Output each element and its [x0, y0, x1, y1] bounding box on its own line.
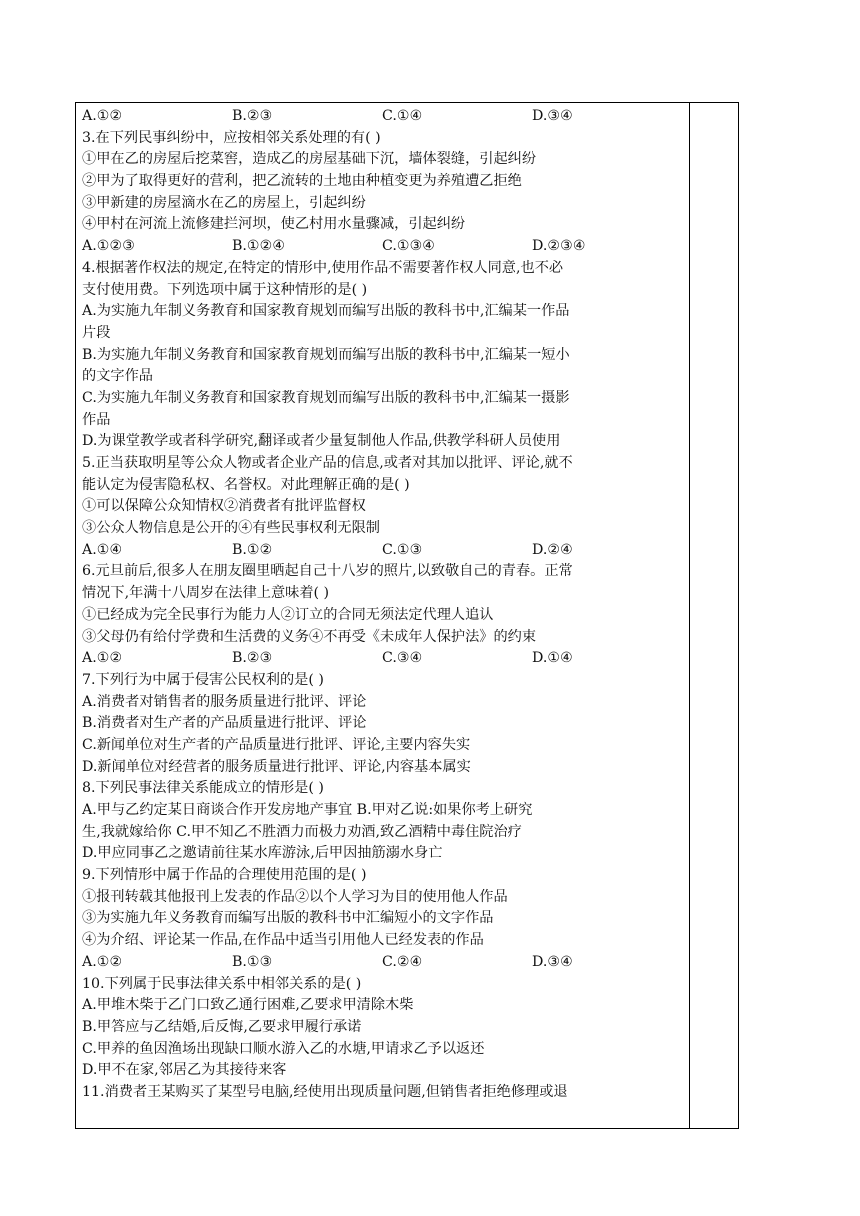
- text-line: 5.正当获取明星等公众人物或者企业产品的信息,或者对其加以批评、评论,就不: [82, 455, 573, 471]
- text-line: ③甲新建的房屋滴水在乙的房屋上，引起纠纷: [82, 194, 366, 211]
- text-line: D.新闻单位对经营者的服务质量进行批评、评论,内容基本属实: [82, 758, 471, 775]
- notes-column: [690, 103, 738, 1128]
- answer-option: C.②④: [382, 953, 423, 970]
- text-line: 11.消费者王某购买了某型号电脑,经使用出现质量问题,但销售者拒绝修理或退: [82, 1083, 568, 1100]
- text-line: 3.在下列民事纠纷中，应按相邻关系处理的有( ): [82, 129, 381, 146]
- text-line: 7.下列行为中属于侵害公民权利的是( ): [82, 671, 324, 688]
- text-line: C.甲养的鱼因渔场出现缺口顺水游入乙的水塘,甲请求乙予以返还: [82, 1040, 485, 1057]
- answer-option: B.①②: [232, 541, 273, 558]
- answer-option: C.①④: [382, 108, 423, 124]
- text-line: D.为课堂教学或者科学研究,翻译或者少量复制他人作品,供教学科研人员使用: [82, 433, 561, 450]
- answer-option: B.②③: [232, 108, 273, 124]
- answer-option: C.①③: [382, 541, 423, 558]
- text-line: ③为实施九年义务教育而编写出版的教科书中汇编短小的文字作品: [82, 910, 494, 927]
- answer-option: B.②③: [232, 650, 273, 667]
- text-line: ④甲村在河流上流修建拦河坝，使乙村用水量骤减，引起纠纷: [82, 216, 466, 233]
- text-line: 支付使用费。下列选项中属于这种情形的是( ): [82, 281, 368, 298]
- answer-option: B.①②④: [232, 238, 286, 255]
- answer-option: C.③④: [382, 650, 423, 667]
- answer-options: [82, 648, 686, 670]
- text-line: A.为实施九年制义务教育和国家教育规划而编写出版的教科书中,汇编某一作品: [82, 303, 570, 320]
- answer-option: C.①③④: [382, 238, 436, 255]
- text-line: 片段: [82, 324, 111, 341]
- text-line: B.消费者对生产者的产品质量进行批评、评论: [82, 715, 367, 732]
- text-line: 生,我就嫁给你 C.甲不知乙不胜酒力而极力劝酒,致乙酒精中毒住院治疗: [82, 823, 522, 840]
- text-line: ②甲为了取得更好的营利，把乙流转的土地由种植变更为养殖遭乙拒绝: [82, 173, 522, 190]
- text-line: 情况下,年满十八周岁在法律上意味着( ): [82, 585, 330, 602]
- answer-options: [82, 540, 686, 562]
- text-line: C.为实施九年制义务教育和国家教育规划而编写出版的教科书中,汇编某一摄影: [82, 389, 570, 406]
- answer-option: A.①②: [82, 953, 123, 970]
- text-line: 4.根据著作权法的规定,在特定的情形中,使用作品不需要著作权人同意,也不必: [82, 259, 564, 276]
- question-table: [75, 102, 739, 1129]
- text-line: ①可以保障公众知情权②消费者有批评监督权: [82, 498, 366, 515]
- text-line: 8.下列民事法律关系能成立的情形是( ): [82, 780, 324, 797]
- text-line: D.甲应同事乙之邀请前往某水库游泳,后甲因抽筋溺水身亡: [82, 845, 443, 862]
- text-line: 10.下列属于民事法律关系中相邻关系的是( ): [82, 975, 362, 992]
- answer-option: A.①④: [82, 541, 123, 558]
- answer-option: B.①③: [232, 953, 273, 970]
- answer-option: D.②③④: [532, 238, 586, 255]
- text-line: A.甲堆木柴于乙门口致乙通行困难,乙要求甲清除木柴: [82, 997, 414, 1014]
- text-line: ④为介绍、评论某一作品,在作品中适当引用他人已经发表的作品: [82, 932, 484, 949]
- text-line: ①报刊转载其他报刊上发表的作品②以个人学习为目的使用他人作品: [82, 888, 508, 905]
- text-line: A.消费者对销售者的服务质量进行批评、评论: [82, 693, 367, 710]
- answer-option: A.①②: [82, 650, 123, 667]
- text-line: 能认定为侵害隐私权、名誉权。对此理解正确的是( ): [82, 476, 410, 493]
- answer-option: D.①④: [532, 650, 573, 667]
- answer-option: A.①②③: [82, 238, 135, 255]
- text-line: B.甲答应与乙结婚,后反悔,乙要求甲履行承诺: [82, 1018, 362, 1035]
- answer-options: [82, 952, 686, 974]
- text-line: D.甲不在家,邻居乙为其接待来客: [82, 1062, 287, 1079]
- question-content: [82, 106, 686, 1104]
- text-line: A.甲与乙约定某日商谈合作开发房地产事宜 B.甲对乙说:如果你考上研究: [82, 802, 533, 818]
- text-line: 的文字作品: [82, 368, 153, 385]
- text-line: C.新闻单位对生产者的产品质量进行批评、评论,主要内容失实: [82, 736, 471, 753]
- text-line: B.为实施九年制义务教育和国家教育规划而编写出版的教科书中,汇编某一短小: [82, 346, 570, 363]
- text-line: ③公众人物信息是公开的④有些民事权利无限制: [82, 520, 380, 537]
- text-line: 9.下列情形中属于作品的合理使用范围的是( ): [82, 867, 367, 884]
- text-line: ①甲在乙的房屋后挖菜窖，造成乙的房屋基础下沉，墙体裂缝，引起纠纷: [82, 151, 537, 168]
- answer-option: D.②④: [532, 541, 573, 558]
- text-line: 6.元旦前后,很多人在朋友圈里晒起自己十八岁的照片,以致敬自己的青春。正常: [82, 563, 573, 580]
- answer-options: [82, 236, 686, 258]
- text-line: ③父母仍有给付学费和生活费的义务④不再受《未成年人保护法》的约束: [82, 628, 537, 645]
- text-line: 作品: [82, 411, 111, 428]
- text-line: ①已经成为完全民事行为能力人②订立的合同无须法定代理人追认: [82, 606, 494, 623]
- answer-option: A.①②: [82, 108, 123, 124]
- answer-options: [82, 106, 686, 128]
- answer-option: D.③④: [532, 108, 573, 124]
- answer-option: D.③④: [532, 953, 573, 970]
